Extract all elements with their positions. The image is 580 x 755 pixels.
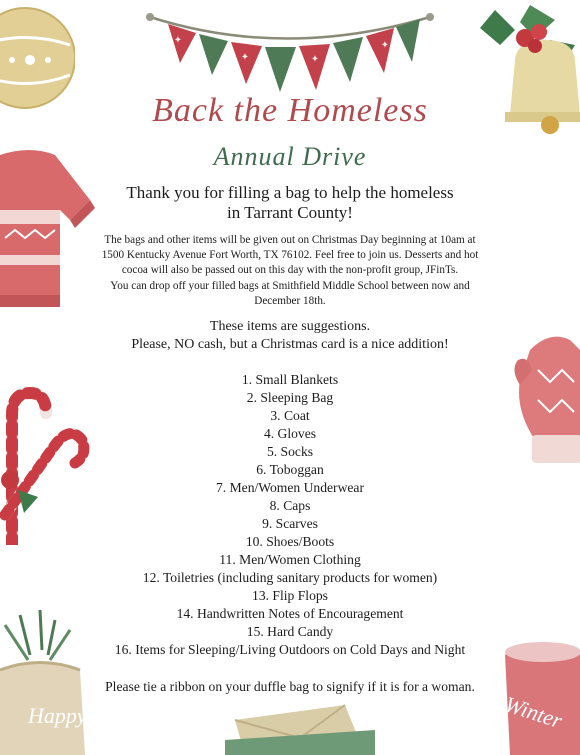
details-line: December 18th. — [254, 294, 326, 307]
suggestions-note — [80, 318, 500, 354]
svg-text:✦: ✦ — [380, 40, 390, 51]
page-subtitle: Annual Drive — [213, 142, 367, 171]
list-item: 11. Men/Women Clothing — [219, 552, 361, 567]
svg-text:✦: ✦ — [240, 52, 250, 63]
page-title: Back the Homeless — [152, 92, 428, 129]
suggestions-line: These items are suggestions. — [209, 319, 371, 334]
list-item: 2. Sleeping Bag — [246, 390, 334, 405]
thank-you-line: Thank you for filling a bag to help the homeless — [126, 183, 454, 202]
list-item: 4. Gloves — [263, 426, 317, 441]
list-item: 15. Hard Candy — [246, 624, 334, 639]
details-line: 1500 Kentucky Avenue Fort Worth, TX 76102. Feel free to join us. Desserts and hot — [101, 249, 479, 262]
list-item: 16. Items for Sleeping/Living Outdoors on Cold Days and Night — [114, 642, 466, 657]
details-line: cocoa will also be passed out on this day with the non-profit group, JFinTs. — [121, 264, 459, 277]
suggestions-line: Please, NO cash, but a Christmas card is a nice addition! — [131, 337, 449, 352]
list-item: 10. Shoes/Boots — [245, 534, 335, 549]
thank-you-message — [100, 183, 480, 223]
envelope-icon — [225, 700, 375, 755]
list-item: 9. Scarves — [262, 516, 318, 531]
thank-you-line: in Tarrant County! — [227, 203, 353, 222]
details-line: The bags and other items will be given out on Christmas Day beginning at 10am at — [104, 234, 476, 246]
donation-item-list — [40, 371, 540, 659]
pouch-text: Happy — [28, 703, 87, 728]
list-item: 13. Flip Flops — [252, 588, 328, 603]
details-line: You can drop off your filled bags at Smithfield Middle School between now and — [110, 279, 470, 292]
list-item: 14. Handwritten Notes of Encouragement — [176, 606, 404, 621]
svg-text:✦: ✦ — [310, 54, 320, 65]
list-item: 6. Toboggan — [256, 462, 324, 477]
list-item: 5. Socks — [266, 444, 314, 459]
list-item: 8. Caps — [269, 498, 311, 513]
closing-note: Please tie a ribbon on your duffle bag to signify if it is for a woman. — [105, 679, 475, 694]
list-item: 7. Men/Women Underwear — [215, 480, 364, 495]
list-item: 12. Toiletries (including sanitary products for women) — [142, 570, 438, 585]
svg-text:✦: ✦ — [173, 35, 183, 46]
list-item: 3. Coat — [270, 408, 310, 423]
list-item: 1. Small Blankets — [241, 372, 339, 387]
mug-text: Winter — [501, 691, 566, 734]
details-paragraph — [86, 233, 494, 309]
